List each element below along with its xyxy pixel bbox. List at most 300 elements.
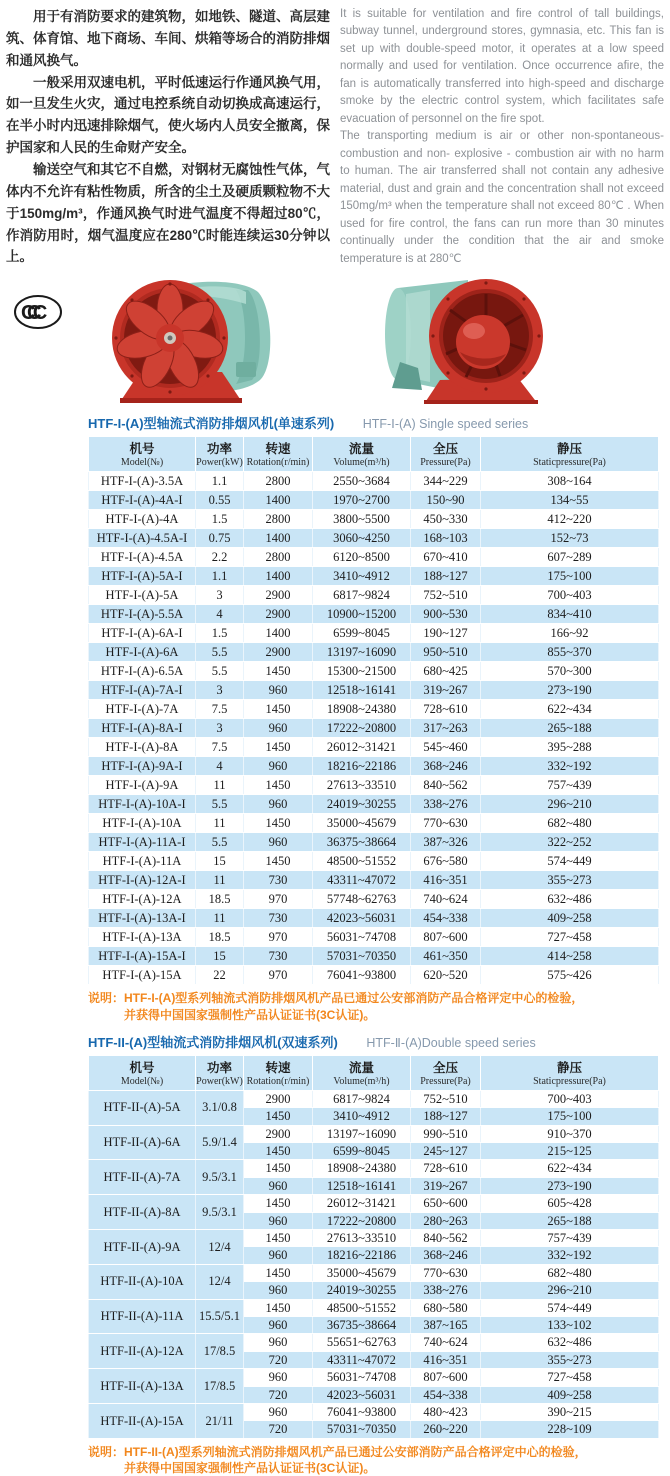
title-english: HTF-Ⅰ-(A) Single speed series [362,417,529,432]
table-cell: 3 [196,719,244,738]
model-cell: HTF-II-(A)-11A [89,1299,196,1334]
single-speed-note [88,990,658,1022]
note-line: 并获得中国国家强制性产品认证证书(3C认证)。 [124,1461,376,1475]
table-cell: 260~220 [411,1421,481,1438]
table-cell: 5.5 [196,662,244,681]
model-cell: HTF-II-(A)-6A [89,1125,196,1160]
table-row [89,1299,659,1316]
table-cell: 296~210 [481,795,659,814]
table-cell: 3 [196,681,244,700]
table-row [89,586,659,605]
table-cell: 24019~30255 [313,1282,411,1299]
table-row [89,947,659,966]
table-cell: 960 [244,1316,313,1333]
table-cell: 2900 [244,605,313,624]
table-cell: 27613~33510 [313,1229,411,1246]
column-header-zh: 功率 [206,442,232,457]
table-cell: 2900 [244,586,313,605]
table-cell: 134~55 [481,491,659,510]
table-cell: 368~246 [411,757,481,776]
table-cell: 228~109 [481,1421,659,1438]
table-cell: 840~562 [411,776,481,795]
table-row [89,491,659,510]
column-header [89,1055,196,1090]
table-header [89,437,659,472]
table-cell: 1450 [244,1299,313,1316]
table-cell: 5.5 [196,833,244,852]
power-cell: 9.5/3.1 [196,1195,244,1230]
table-cell: 840~562 [411,1229,481,1246]
table-cell: 730 [244,947,313,966]
table-cell: 1450 [244,776,313,795]
table-cell: 43311~47072 [313,871,411,890]
table-cell: HTF-I-(A)-6A [89,643,196,662]
table-row [89,1125,659,1142]
double-speed-spec-table [88,1055,659,1439]
table-cell: 48500~51552 [313,852,411,871]
table-cell: 35000~45679 [313,1264,411,1281]
axial-fan-image-outlet [368,270,553,405]
note-line: 并获得中国国家强制性产品认证证书(3C认证)。 [124,1007,376,1022]
table-cell: HTF-I-(A)-9A [89,776,196,795]
table-cell: 1450 [244,1229,313,1246]
table-row [89,548,659,567]
column-header-en: Rotation(r/min) [246,457,310,469]
ccc-text: CCC [21,302,39,325]
table-cell: 970 [244,928,313,947]
table-row [89,814,659,833]
table-cell: 265~188 [481,1212,659,1229]
table-cell: 720 [244,1386,313,1403]
table-cell: 620~520 [411,966,481,985]
table-cell: 12518~16141 [313,681,411,700]
table-cell: 0.55 [196,491,244,510]
table-cell: 910~370 [481,1125,659,1142]
table-cell: 1450 [244,1195,313,1212]
model-cell: HTF-II-(A)-7A [89,1160,196,1195]
table-row [89,1264,659,1281]
table-cell: 3410~4912 [313,567,411,586]
table-cell: 368~246 [411,1247,481,1264]
table-cell: 454~338 [411,909,481,928]
column-header [244,437,313,472]
table-cell: 6120~8500 [313,548,411,567]
table-cell: 960 [244,1404,313,1421]
table-cell: 152~73 [481,529,659,548]
table-cell: 752~510 [411,586,481,605]
table-row [89,1369,659,1386]
table-cell: 3060~4250 [313,529,411,548]
table-cell: 6599~8045 [313,624,411,643]
table-cell: 632~486 [481,1334,659,1351]
table-cell: 728~610 [411,700,481,719]
table-cell: 13197~16090 [313,643,411,662]
table-cell: 574~449 [481,1299,659,1316]
table-cell: 387~165 [411,1316,481,1333]
table-row [89,605,659,624]
table-cell: 18.5 [196,928,244,947]
ccc-mark-icon [12,292,64,332]
table-cell: HTF-I-(A)-15A-I [89,947,196,966]
product-images [0,270,670,404]
power-cell: 12/4 [196,1264,244,1299]
column-header [89,437,196,472]
table-cell: 409~258 [481,909,659,928]
table-cell: 960 [244,1334,313,1351]
column-header-zh: 静压 [556,1060,582,1075]
table-cell: 752~510 [411,1090,481,1107]
table-cell: HTF-I-(A)-11A-I [89,833,196,852]
table-cell: HTF-I-(A)-5A-I [89,567,196,586]
table-cell: 188~127 [411,1108,481,1125]
table-cell: 12518~16141 [313,1177,411,1194]
table-cell: 700~403 [481,1090,659,1107]
header-row [89,1055,659,1090]
table-cell: HTF-I-(A)-13A-I [89,909,196,928]
table-cell: 5.5 [196,795,244,814]
table-cell: 1.5 [196,510,244,529]
table-cell: 56031~74708 [313,1369,411,1386]
table-body [89,472,659,985]
table-cell: 770~630 [411,1264,481,1281]
table-cell: 245~127 [411,1142,481,1159]
note-line: 说明：HTF-II-(A)型系列轴流式消防排烟风机产品已通过公安部消防产品合格评定中心的检验， [88,1444,587,1459]
power-cell: 17/8.5 [196,1369,244,1404]
column-header-en: Staticpressure(Pa) [533,457,606,469]
table-cell: HTF-I-(A)-9A-I [89,757,196,776]
table-header [89,1055,659,1090]
table-cell: 416~351 [411,1351,481,1368]
table-cell: 48500~51552 [313,1299,411,1316]
table-body [89,1090,659,1438]
table-cell: 175~100 [481,567,659,586]
table-cell: 55651~62763 [313,1334,411,1351]
table-cell: 17222~20800 [313,1212,411,1229]
table-cell: 150~90 [411,491,481,510]
column-header-zh: 静压 [556,442,582,457]
table-row [89,472,659,491]
column-header [313,1055,411,1090]
table-cell: 26012~31421 [313,738,411,757]
table-cell: 855~370 [481,643,659,662]
table-cell: 680~580 [411,1299,481,1316]
model-cell: HTF-II-(A)-10A [89,1264,196,1299]
model-cell: HTF-II-(A)-13A [89,1369,196,1404]
table-cell: HTF-I-(A)-15A [89,966,196,985]
table-cell: 0.75 [196,529,244,548]
table-row [89,662,659,681]
table-row [89,890,659,909]
table-cell: 322~252 [481,833,659,852]
table-cell: 960 [244,719,313,738]
table-cell: 680~425 [411,662,481,681]
column-header-zh: 全压 [432,1060,458,1075]
table-cell: 1.1 [196,472,244,491]
table-cell: 57748~62763 [313,890,411,909]
power-cell: 17/8.5 [196,1334,244,1369]
table-cell: 480~423 [411,1404,481,1421]
table-cell: 332~192 [481,1247,659,1264]
intro-section [0,0,670,268]
table-row [89,833,659,852]
table-cell: HTF-I-(A)-7A-I [89,681,196,700]
table-cell: 740~624 [411,890,481,909]
table-cell: 338~276 [411,1282,481,1299]
table-cell: 960 [244,795,313,814]
table-cell: 770~630 [411,814,481,833]
en-paragraph: It is suitable for ventilation and fire control of tall buildings, subway tunnel, underground stores, gymnasia, etc. This fan is set up with double-speed motor, it operates at a low speed normally and used for ventilation. Once occurrence afire, the fan is automatically transferred into high-speed and discharge smoke by the electric control system, which facilitates safe evacuation of personnel on the fire spot. [340,8,664,125]
table-cell: 308~164 [481,472,659,491]
table-cell: 960 [244,833,313,852]
power-cell: 9.5/3.1 [196,1160,244,1195]
table-cell: 3800~5500 [313,510,411,529]
table-cell: 960 [244,1177,313,1194]
table-cell: 15300~21500 [313,662,411,681]
power-cell: 15.5/5.1 [196,1299,244,1334]
table-cell: 807~600 [411,1369,481,1386]
table-cell: HTF-I-(A)-4.5A-I [89,529,196,548]
table-cell: 57031~70350 [313,947,411,966]
table-cell: HTF-I-(A)-13A [89,928,196,947]
table-row [89,529,659,548]
table-cell: 26012~31421 [313,1195,411,1212]
table-cell: 42023~56031 [313,1386,411,1403]
table-cell: 622~434 [481,700,659,719]
power-cell: 21/11 [196,1404,244,1439]
table-cell: 4 [196,757,244,776]
table-cell: 676~580 [411,852,481,871]
table-cell: 18.5 [196,890,244,909]
table-row [89,681,659,700]
table-row [89,928,659,947]
table-cell: 1450 [244,1108,313,1125]
table-cell: 730 [244,871,313,890]
table-cell: 2900 [244,1090,313,1107]
table-row [89,567,659,586]
table-cell: 22 [196,966,244,985]
single-speed-spec-table [88,436,659,985]
table-cell: 1450 [244,1264,313,1281]
table-cell: 950~510 [411,643,481,662]
table-cell: 650~600 [411,1195,481,1212]
table-cell: 36375~38664 [313,833,411,852]
table-cell: 1400 [244,567,313,586]
column-header-en: Volume(m³/h) [333,457,390,469]
table-cell: 390~215 [481,1404,659,1421]
table-cell: 454~338 [411,1386,481,1403]
table-cell: 6817~9824 [313,586,411,605]
column-header-zh: 机号 [129,442,155,457]
table-cell: 416~351 [411,871,481,890]
table-cell: 2800 [244,510,313,529]
table-row [89,1090,659,1107]
table-cell: 3 [196,586,244,605]
table-row [89,510,659,529]
table-cell: HTF-I-(A)-10A-I [89,795,196,814]
table-cell: 2800 [244,548,313,567]
table-cell: 6817~9824 [313,1090,411,1107]
table-cell: 4 [196,605,244,624]
column-header [313,437,411,472]
table-cell: 56031~74708 [313,928,411,947]
table-cell: 296~210 [481,1282,659,1299]
table-row [89,1334,659,1351]
header-row [89,437,659,472]
table-cell: 273~190 [481,681,659,700]
table-cell: 632~486 [481,890,659,909]
column-header-zh: 功率 [206,1060,232,1075]
table-cell: 6599~8045 [313,1142,411,1159]
table-cell: 395~288 [481,738,659,757]
table-cell: 730 [244,909,313,928]
table-cell: 332~192 [481,757,659,776]
table-cell: 960 [244,1247,313,1264]
table-cell: 17222~20800 [313,719,411,738]
column-header-en: Rotation(r/min) [246,1075,310,1087]
table-cell: 1400 [244,529,313,548]
table-cell: 168~103 [411,529,481,548]
table-row [89,795,659,814]
table-cell: 757~439 [481,1229,659,1246]
table-cell: HTF-I-(A)-6.5A [89,662,196,681]
double-speed-note [88,1444,658,1476]
table-cell: 43311~47072 [313,1351,411,1368]
spec-tables [88,413,658,1476]
table-cell: 7.5 [196,738,244,757]
note-line: 说明：HTF-I-(A)型系列轴流式消防排烟风机产品已通过公安部消防产品合格评定中心的检验， [88,991,584,1006]
table-cell: 18908~24380 [313,1160,411,1177]
table-cell: 344~229 [411,472,481,491]
table-cell: 1450 [244,700,313,719]
table-row [89,1229,659,1246]
table-cell: 1450 [244,814,313,833]
table-row [89,966,659,985]
column-header-zh: 全压 [432,442,458,457]
table-cell: 35000~45679 [313,814,411,833]
table-cell: 727~458 [481,1369,659,1386]
power-cell: 5.9/1.4 [196,1125,244,1160]
table-cell: HTF-I-(A)-6A-I [89,624,196,643]
table-cell: 355~273 [481,871,659,890]
table-cell: 412~220 [481,510,659,529]
table-cell: 570~300 [481,662,659,681]
table-row [89,719,659,738]
table-cell: HTF-I-(A)-12A-I [89,871,196,890]
table-cell: 10900~15200 [313,605,411,624]
table-cell: 190~127 [411,624,481,643]
column-header-zh: 转速 [265,1060,291,1075]
single-speed-table-title [88,413,658,433]
model-cell: HTF-II-(A)-9A [89,1229,196,1264]
table-row [89,1404,659,1421]
table-cell: 265~188 [481,719,659,738]
table-row [89,909,659,928]
column-header-en: Power(kW) [196,457,243,469]
table-cell: 5.5 [196,643,244,662]
table-cell: 740~624 [411,1334,481,1351]
table-row [89,757,659,776]
table-cell: 605~428 [481,1195,659,1212]
table-cell: 355~273 [481,1351,659,1368]
power-cell: 3.1/0.8 [196,1090,244,1125]
table-cell: HTF-I-(A)-3.5A [89,472,196,491]
column-header [411,1055,481,1090]
table-cell: 622~434 [481,1160,659,1177]
cn-paragraph: 输送空气和其它不自燃，对钢材无腐蚀性气体，气体内不允许有粘性物质，所含的尘土及硬质颗粒物不大于150mg/m³，作通风换气时进气温度不得超过80℃，作消防用时，烟气温度应在280℃时能连续运30分钟以上。 [6,162,330,265]
table-cell: 1400 [244,624,313,643]
table-cell: 1.1 [196,567,244,586]
table-cell: 133~102 [481,1316,659,1333]
column-header [411,437,481,472]
cn-paragraph: 用于有消防要求的建筑物，如地铁、隧道、高层建筑、体育馆、地下商场、车间、烘箱等场合的消防排烟和通风换气。 [6,9,330,68]
column-header-zh: 转速 [265,442,291,457]
table-cell: 18216~22186 [313,1247,411,1264]
table-cell: 414~258 [481,947,659,966]
table-cell: 807~600 [411,928,481,947]
table-cell: 280~263 [411,1212,481,1229]
table-cell: 1450 [244,852,313,871]
table-cell: 1450 [244,1142,313,1159]
column-header-en: Pressure(Pa) [420,1075,471,1087]
table-cell: HTF-I-(A)-4A [89,510,196,529]
table-cell: 15 [196,852,244,871]
table-cell: 175~100 [481,1108,659,1125]
table-cell: HTF-I-(A)-5A [89,586,196,605]
table-cell: 387~326 [411,833,481,852]
table-cell: 11 [196,909,244,928]
table-cell: HTF-I-(A)-8A [89,738,196,757]
table-row [89,624,659,643]
table-cell: 76041~93800 [313,966,411,985]
table-cell: 960 [244,1282,313,1299]
column-header [481,1055,659,1090]
table-cell: 18216~22186 [313,757,411,776]
table-cell: 960 [244,681,313,700]
table-cell: HTF-I-(A)-5.5A [89,605,196,624]
table-cell: 545~460 [411,738,481,757]
table-cell: 1450 [244,662,313,681]
table-cell: HTF-I-(A)-12A [89,890,196,909]
column-header-zh: 流量 [348,442,374,457]
table-cell: 36735~38664 [313,1316,411,1333]
title-chinese: HTF-I-(A)型轴流式消防排烟风机(单速系列) [88,416,335,432]
table-cell: 700~403 [481,586,659,605]
model-cell: HTF-II-(A)-15A [89,1404,196,1439]
table-cell: 338~276 [411,795,481,814]
table-cell: HTF-I-(A)-4A-I [89,491,196,510]
intro-english [340,6,664,268]
column-header [481,437,659,472]
column-header [244,1055,313,1090]
table-cell: 757~439 [481,776,659,795]
table-cell: 720 [244,1351,313,1368]
table-cell: 57031~70350 [313,1421,411,1438]
table-cell: 970 [244,966,313,985]
column-header [196,437,244,472]
double-speed-table-title [88,1032,658,1052]
table-cell: 27613~33510 [313,776,411,795]
table-cell: 2900 [244,1125,313,1142]
table-row [89,776,659,795]
table-cell: 1.5 [196,624,244,643]
table-cell: 682~480 [481,1264,659,1281]
table-cell: HTF-I-(A)-11A [89,852,196,871]
table-cell: 1400 [244,491,313,510]
table-cell: 960 [244,757,313,776]
en-paragraph: The transporting medium is air or other non-spontaneous-combustion and non- explosive - combustion air with no harm to human. The air transferred shall not contain any adhesive material, dust and grain and the concentration shall not exceed 150mg/m³ when the temperature shall not exceed 80℃ . When used for fire control, the fans can run more than 30 minutes continually under the condition that the air and smoke temperature is at 280℃ [340,130,664,265]
table-row [89,1160,659,1177]
table-cell: 76041~93800 [313,1404,411,1421]
